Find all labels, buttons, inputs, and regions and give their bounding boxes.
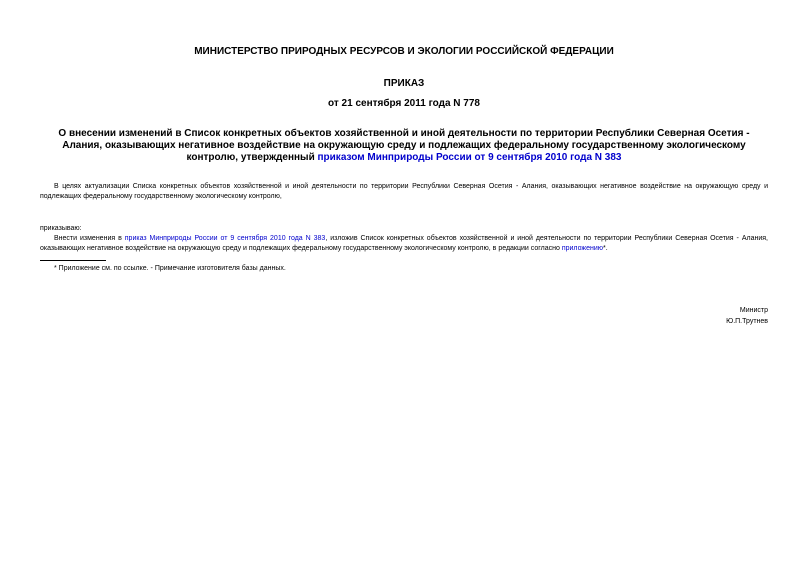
preamble-paragraph: В целях актуализации Списка конкретных объектов хозяйственной и иной деятельности по территории Республики Северная Осетия - Алания, оказывающих негативное воздействие на окружающую среду и подлежащих федеральному государственному экологическому контролю,	[40, 183, 768, 200]
footnote: * Приложение см. по ссылке. - Примечание изготовителя базы данных.	[54, 265, 286, 272]
appendix-link[interactable]: приложению	[561, 245, 604, 252]
ministry-title: МИНИСТЕРСТВО ПРИРОДНЫХ РЕСУРСОВ И ЭКОЛОГИИ РОССИЙСКОЙ ФЕДЕРАЦИИ	[194, 46, 614, 57]
signature-title: Министр	[739, 307, 768, 314]
signature-name: Ю.П.Трутнев	[726, 318, 768, 325]
subject-text: О внесении изменений в Список конкретных объектов хозяйственной и иной деятельности по территории Республики Северная Осетия - Алания, оказывающих негативное воздействие на окружающую среду и подлежащих федеральному государственному экологическому контролю, утвержденный	[58, 128, 750, 163]
document-subject	[40, 128, 768, 164]
document-type: ПРИКАЗ	[383, 78, 425, 89]
order-keyword: приказываю:	[40, 225, 82, 232]
order-text-end: *.	[603, 245, 608, 252]
order-paragraph	[40, 234, 768, 254]
order-text-middle: , изложив Список конкретных объектов хозяйственной и иной деятельности по территории Республики Северная Осетия - Алания, оказывающих негативное воздействие на окружающую среду и подлежащих федеральному государственному экологическому контролю, в редакции согласно	[40, 235, 768, 252]
document-date: от 21 сентября 2011 года N 778	[328, 98, 480, 109]
order-link[interactable]: приказ Минприроды России от 9 сентября 2010 года N 383	[124, 235, 326, 242]
footnote-divider	[40, 260, 106, 261]
subject-order-link[interactable]: приказом Минприроды России от 9 сентября 2010 года N 383	[317, 152, 622, 163]
order-text-start: Внести изменения в	[54, 235, 125, 242]
